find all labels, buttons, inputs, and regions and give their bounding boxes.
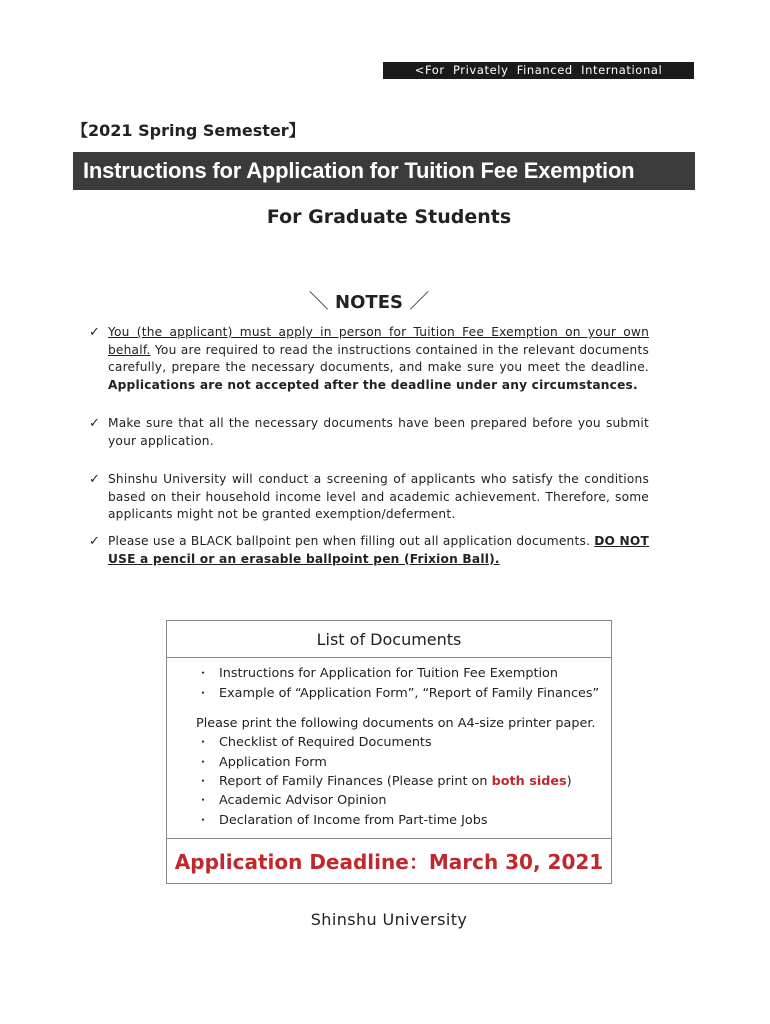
- document-list-heading: List of Documents: [167, 621, 611, 658]
- both-sides-highlight: both sides: [491, 774, 567, 789]
- check-icon: ✓: [89, 325, 100, 340]
- document-list-item: Example of “Application Form”, “Report of Family Finances”: [219, 686, 600, 701]
- bullet-icon: ・: [197, 813, 210, 827]
- document-list-box: [166, 620, 612, 884]
- bullet-icon: ・: [197, 774, 210, 788]
- application-deadline: Application Deadline：March 30, 2021: [167, 838, 611, 883]
- close-paren: ): [566, 774, 572, 789]
- note-item: [89, 471, 649, 524]
- document-list-item: Academic Advisor Opinion: [219, 793, 387, 808]
- notes-heading-text: NOTES: [335, 292, 403, 313]
- document-list-item: [219, 772, 572, 791]
- document-list-item: Checklist of Required Documents: [219, 735, 432, 750]
- check-icon: ✓: [89, 416, 100, 431]
- bullet-icon: ・: [197, 735, 210, 749]
- bullet-icon: ・: [197, 686, 210, 700]
- document-list-item: Application Form: [219, 755, 327, 770]
- note-item: [89, 415, 649, 450]
- document-title: Instructions for Application for Tuition Fee Exemption: [73, 152, 695, 190]
- document-list-item: Declaration of Income from Part-time Jobs: [219, 813, 488, 828]
- note-bold-underlined-text: DO NOT USE a pencil or an erasable ballpoint pen (Frixion Ball).: [108, 534, 650, 566]
- notes-heading: [0, 285, 738, 314]
- bullet-icon: ・: [197, 793, 210, 807]
- note-text: Please use a BLACK ballpoint pen when filling out all application documents.: [108, 534, 595, 548]
- print-instruction: Please print the following documents on A4-size printer paper.: [196, 716, 596, 731]
- audience-tag: <For Privately Financed International Students>: [383, 62, 694, 79]
- note-item: [89, 533, 649, 568]
- note-text: Make sure that all the necessary documents have been prepared before you submit your application.: [108, 416, 649, 448]
- document-subtitle: For Graduate Students: [266, 206, 512, 228]
- document-list-item: Instructions for Application for Tuition Fee Exemption: [219, 666, 558, 681]
- check-icon: ✓: [89, 534, 100, 549]
- note-underlined-text: You (the applicant) must apply in person for Tuition Fee Exemption on your own behalf.: [108, 325, 649, 357]
- note-item: [89, 324, 649, 394]
- university-name: Shinshu University: [310, 910, 468, 929]
- semester-label: 【2021 Spring Semester】: [72, 121, 305, 140]
- slash-mark: ／: [409, 289, 430, 313]
- check-icon: ✓: [89, 472, 100, 487]
- backslash-mark: ＼: [308, 289, 329, 313]
- note-bold-text: Applications are not accepted after the deadline under any circumstances.: [108, 377, 638, 392]
- note-text: Shinshu University will conduct a screening of applicants who satisfy the conditions based on their household income level and academic achievement. Therefore, some applicants might not be granted exemption/deferment.: [108, 472, 649, 521]
- bullet-icon: ・: [197, 755, 210, 769]
- note-text: You are required to read the instructions contained in the relevant documents carefully, prepare the necessary documents, and make sure you meet the deadline.: [108, 342, 649, 374]
- document-list-item-text: Report of Family Finances (Please print on: [219, 774, 492, 789]
- bullet-icon: ・: [197, 666, 210, 680]
